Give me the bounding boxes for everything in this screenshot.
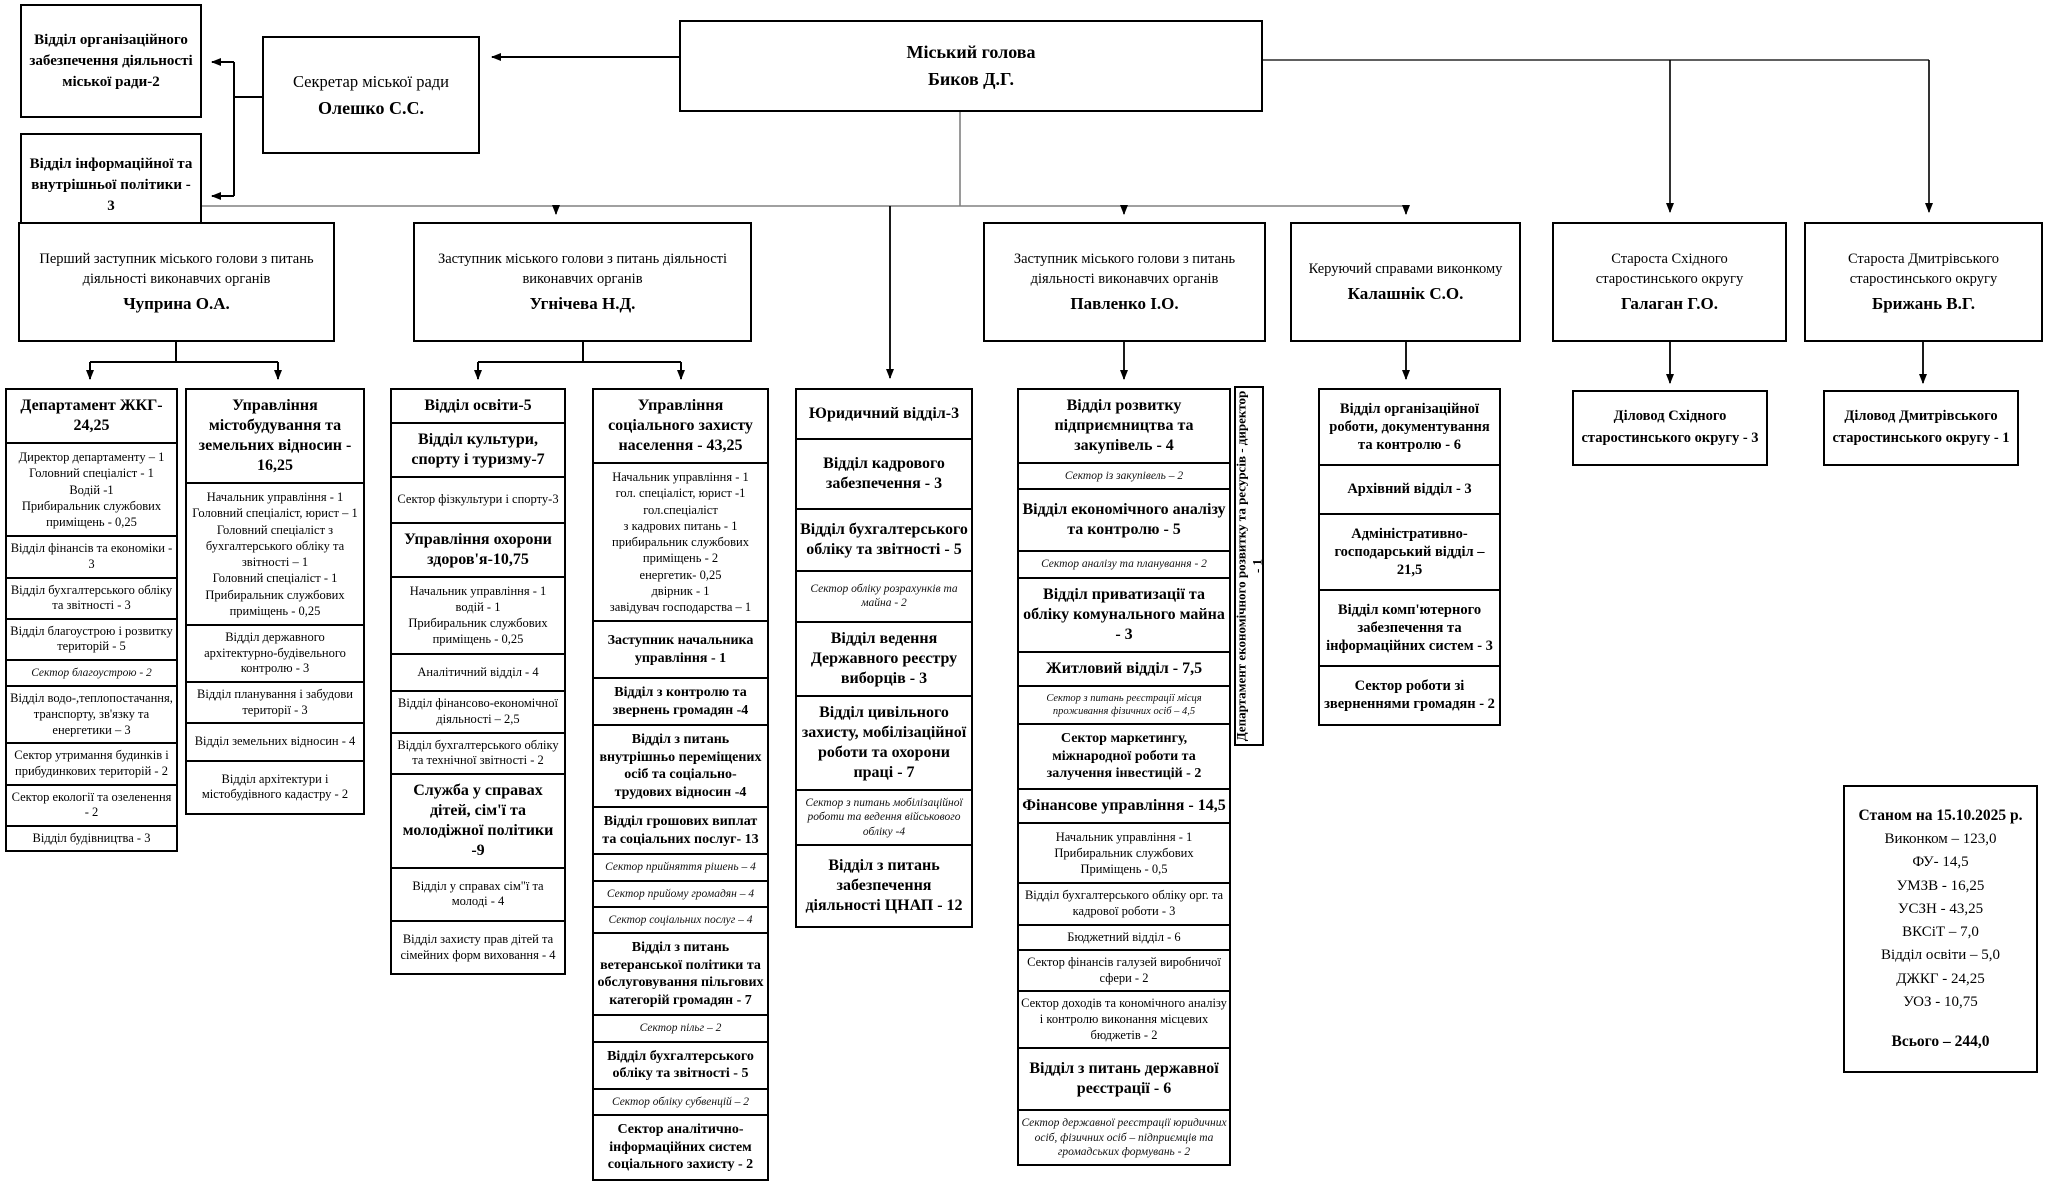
- dilovod-dmytrivskyi-box: [1823, 390, 2019, 466]
- org-unit: Управління охорони здоров'я-10,75: [390, 522, 566, 578]
- deputy-title: Заступник міського голови з питань діяльності виконавчих органів: [437, 250, 728, 287]
- org-unit: Архівний відділ - 3: [1318, 464, 1501, 514]
- org-unit: Служба у справах дітей, сім'ї та молодіжної політики -9: [390, 773, 566, 869]
- org-unit: Відділ з питань державної реєстрації - 6: [1017, 1047, 1231, 1111]
- org-unit: Відділ водо-,теплопостачання, транспорту, зв'язку та енергетики – 3: [5, 685, 178, 744]
- stack-legal: [795, 388, 973, 928]
- stack-uszn: [592, 388, 769, 1181]
- stack-kerv: [1318, 388, 1501, 726]
- deputy-box-pavlenko: [983, 222, 1266, 342]
- org-unit: Управління містобудування та земельних відносин - 16,25: [185, 388, 365, 484]
- org-unit: Відділ фінансів та економіки - 3: [5, 535, 178, 578]
- starosta-name: Галаган Г.О.: [1621, 294, 1718, 314]
- org-unit: Відділ приватизації та обліку комунального майна - 3: [1017, 577, 1231, 653]
- org-unit: Департамент ЖКГ- 24,25: [5, 388, 178, 444]
- org-unit: Сектор прийняття рішень – 4: [592, 853, 769, 881]
- org-unit: Відділ освіти-5: [390, 388, 566, 424]
- org-unit: Відділ ведення Державного реєстру виборців - 3: [795, 621, 973, 697]
- org-unit: Сектор благоустрою - 2: [5, 659, 178, 687]
- secretary-title: Секретар міської ради: [292, 71, 450, 91]
- org-unit: Начальник управління - 1 Прибиральник службових Приміщень - 0,5: [1017, 822, 1231, 885]
- org-unit: Відділ будівництва - 3: [5, 825, 178, 853]
- org-unit: Відділ фінансово-економічної діяльності – 2,5: [390, 690, 566, 733]
- org-unit: Сектор аналітично-інформаційних систем соціального захисту - 2: [592, 1114, 769, 1181]
- org-unit: Сектор доходів та кономічного аналізу і контролю виконання місцевих бюджетів - 2: [1017, 990, 1231, 1049]
- org-unit: Відділ у справах сім"ї та молоді - 4: [390, 867, 566, 922]
- deputy-name: Угнічева Н.Д.: [529, 294, 636, 314]
- starosta-title: Староста Східного старостинського округу: [1595, 250, 1744, 287]
- mayor-box: [679, 20, 1263, 112]
- org-unit: Сектор соціальних послуг – 4: [592, 906, 769, 934]
- org-unit: Сектор прийому громадян – 4: [592, 880, 769, 908]
- starosta-box-bryzhan: [1804, 222, 2043, 342]
- org-unit: Сектор роботи зі зверненнями громадян - 2: [1318, 665, 1501, 725]
- summary-line: ДЖКГ - 24,25: [1896, 970, 1985, 987]
- org-unit: Відділ бухгалтерського обліку та звітності - 5: [795, 508, 973, 572]
- org-support-unit-label: Відділ організаційного забезпечення діяльності міської ради-2: [29, 31, 193, 90]
- summary-line: Відділ освіти – 5,0: [1881, 947, 2000, 964]
- deputy-title: Заступник міського голови з питань діяльності виконавчих органів: [1013, 250, 1236, 287]
- org-unit: Відділ кадрового забезпечення - 3: [795, 438, 973, 510]
- dilovod-east-label: Діловод Східного старостинського округу - 3: [1581, 408, 1759, 446]
- org-support-unit-box: [20, 4, 202, 118]
- deputy-title: Перший заступник міського голови з питань діяльності виконавчих органів: [39, 250, 314, 287]
- org-unit: Начальник управління - 1 водій - 1 Прибиральник службових приміщень - 0,25: [390, 576, 566, 655]
- org-unit: Відділ земельних відносин - 4: [185, 722, 365, 762]
- org-unit: Відділ бухгалтерського обліку та звітності - 5: [592, 1041, 769, 1090]
- econ-department-label: Департамент економічного розвитку та ресурсів - директор - 1: [1233, 390, 1264, 742]
- summary-total: Всього – 244,0: [1891, 1033, 1990, 1050]
- stack-econ: [1017, 388, 1231, 1166]
- manager-box-kalashnik: [1290, 222, 1521, 342]
- org-unit: Сектор фінансів галузей виробничої сфери - 2: [1017, 949, 1231, 992]
- summary-line: УМЗВ - 16,25: [1896, 877, 1985, 894]
- org-unit: Відділ розвитку підприємництва та закупівель - 4: [1017, 388, 1231, 464]
- org-unit: Заступник начальника управління - 1: [592, 620, 769, 679]
- org-unit: Сектор аналізу та планування - 2: [1017, 550, 1231, 578]
- org-unit: Відділ грошових виплат та соціальних послуг- 13: [592, 806, 769, 855]
- stack-zhkg: [5, 388, 178, 852]
- summary-line: ВКСіТ – 7,0: [1902, 924, 1979, 940]
- org-unit: Відділ державного архітектурно-будівельного контролю - 3: [185, 624, 365, 683]
- org-unit: Відділ з питань забезпечення діяльності ЦНАП - 12: [795, 844, 973, 928]
- org-unit: Відділ бухгалтерського обліку орг. та кадрової роботи - 3: [1017, 882, 1231, 925]
- org-unit: Відділ з контролю та звернень громадян -4: [592, 677, 769, 726]
- org-unit: Відділ економічного аналізу та контролю - 5: [1017, 488, 1231, 552]
- org-unit: Відділ організаційної роботи, документування та контролю - 6: [1318, 388, 1501, 466]
- deputy-box-chupryna: [18, 222, 335, 342]
- org-unit: Житловий відділ - 7,5: [1017, 651, 1231, 687]
- starosta-box-halahan: [1552, 222, 1787, 342]
- org-unit: Сектор із закупівель – 2: [1017, 462, 1231, 490]
- org-unit: Аналітичний відділ - 4: [390, 653, 566, 693]
- summary-line: УОЗ - 10,75: [1903, 993, 1978, 1010]
- org-unit: Адміністративно-господарський відділ – 21,5: [1318, 513, 1501, 591]
- dilovod-dmytrivskyi-label: Діловод Дмитрівського старостинського округу - 1: [1832, 408, 2010, 446]
- org-unit: Відділ з питань ветеранської політики та обслуговування пільгових категорій громадян - 7: [592, 932, 769, 1016]
- deputy-name: Чуприна О.А.: [123, 294, 230, 314]
- org-unit: Відділ благоустрою і розвитку територій - 5: [5, 618, 178, 661]
- org-unit: Сектор обліку розрахунків та майна - 2: [795, 570, 973, 623]
- starosta-name: Брижань В.Г.: [1871, 294, 1976, 314]
- org-unit: Сектор з питань реєстрації місця проживання фізичних осіб – 4,5: [1017, 685, 1231, 725]
- org-unit: Сектор утримання будинків і прибудинкових територій - 2: [5, 742, 178, 785]
- org-unit: Відділ з питань внутрішньо переміщених осіб та соціально-трудових відносин -4: [592, 724, 769, 808]
- org-unit: Юридичний відділ-3: [795, 388, 973, 440]
- summary-line: ФУ- 14,5: [1912, 854, 1969, 871]
- org-unit: Директор департаменту – 1 Головний спеціаліст - 1 Водій -1 Прибиральник службових приміщень - 0,25: [5, 442, 178, 537]
- org-unit: Відділ архітектури і містобудівного кадастру - 2: [185, 760, 365, 815]
- stack-osvita: [390, 388, 566, 975]
- org-unit: Фінансове управління - 14,5: [1017, 788, 1231, 824]
- manager-name: Калашнік С.О.: [1347, 284, 1464, 304]
- org-unit: Бюджетний відділ - 6: [1017, 924, 1231, 952]
- summary-line: Виконком – 123,0: [1884, 831, 1997, 847]
- org-unit: Сектор маркетингу, міжнародної роботи та залучення інвестицій - 2: [1017, 723, 1231, 790]
- secretary-box: [262, 36, 480, 154]
- org-unit: Сектор з питань мобілізаційної роботи та ведення військового обліку -4: [795, 789, 973, 846]
- org-unit: Відділ культури, спорту і туризму-7: [390, 422, 566, 478]
- org-unit: Відділ бухгалтерського обліку та звітності - 3: [5, 577, 178, 620]
- econ-department-vertical-box: [1234, 386, 1264, 746]
- deputy-name: Павленко І.О.: [1070, 294, 1179, 314]
- summary-title: Станом на 15.10.2025 р.: [1858, 806, 2023, 824]
- headcount-summary-box: [1843, 785, 2038, 1073]
- org-unit: Відділ захисту прав дітей та сімейних форм виховання - 4: [390, 920, 566, 975]
- summary-line: УСЗН - 43,25: [1897, 900, 1984, 917]
- manager-title: Керуючий справами виконкому: [1308, 260, 1503, 277]
- stack-misto: [185, 388, 365, 815]
- org-unit: Відділ планування і забудови території - 3: [185, 681, 365, 724]
- starosta-title: Староста Дмитрівського старостинського округу: [1847, 250, 2000, 287]
- deputy-box-uhnicheva: [413, 222, 752, 342]
- org-unit: Управління соціального захисту населення - 43,25: [592, 388, 769, 464]
- dilovod-east-box: [1572, 390, 1768, 466]
- org-unit: Начальник управління - 1 гол. спеціаліст, юрист -1 гол.спеціаліст з кадрових питань - 1 прибиральник службових приміщень - 2 енергетик- 0,25 двірник - 1 завідувач господарства – 1: [592, 462, 769, 622]
- org-unit: Сектор обліку субвенцій – 2: [592, 1088, 769, 1116]
- org-unit: Відділ цивільного захисту, мобілізаційної роботи та охорони праці - 7: [795, 695, 973, 791]
- org-unit: Сектор фізкультури і спорту-3: [390, 476, 566, 524]
- org-unit: Відділ комп'ютерного забезпечення та інформаційних систем - 3: [1318, 589, 1501, 667]
- org-unit: Сектор пільг – 2: [592, 1014, 769, 1042]
- info-policy-unit-label: Відділ інформаційної та внутрішньої політики - 3: [29, 155, 193, 214]
- mayor-name: Биков Д.Г.: [928, 69, 1014, 89]
- org-unit: Начальник управління - 1 Головний спеціаліст, юрист – 1 Головний спеціаліст з бухгалтерського обліку та звітності – 1 Головний спеціаліст - 1 Прибиральник службових приміщень - 0,25: [185, 482, 365, 626]
- org-unit: Сектор екології та озеленення - 2: [5, 784, 178, 827]
- mayor-title: Міський голова: [906, 42, 1036, 62]
- org-unit: Відділ бухгалтерського обліку та технічної звітності - 2: [390, 732, 566, 775]
- secretary-name: Олешко С.С.: [318, 98, 424, 119]
- org-unit: Сектор державної реєстрації юридичних осіб, фізичних осіб – підприємців та громадських формувань - 2: [1017, 1109, 1231, 1166]
